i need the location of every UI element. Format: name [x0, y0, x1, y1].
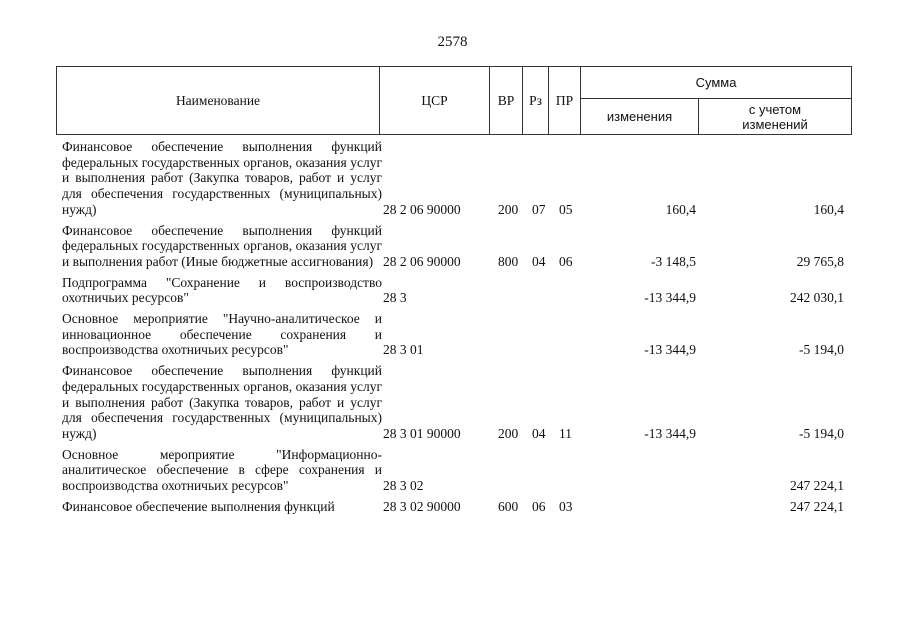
- row-rz: 04: [532, 253, 546, 269]
- row-pr: 11: [559, 425, 572, 441]
- header-sum: Сумма: [581, 67, 852, 99]
- row-name: Финансовое обеспечение выполнения функций федеральных государственных органов, оказания услуг и выполнения работ (Закупка товаров, работ и услуг для обеспечения государственных (муниципальных) нужд): [62, 139, 382, 217]
- row-csr: 28 3 01 90000: [383, 425, 461, 441]
- header-name: Наименование: [57, 67, 380, 135]
- header-pr: ПР: [549, 67, 581, 135]
- row-rz: 07: [532, 201, 546, 217]
- row-csr: 28 3: [383, 290, 407, 306]
- page-number: 2578: [437, 34, 468, 50]
- table-row: [56, 447, 851, 494]
- row-pr: 05: [559, 201, 573, 217]
- row-total: 160,4: [813, 201, 844, 217]
- row-csr: 28 3 01: [383, 342, 424, 358]
- row-change: -13 344,9: [644, 425, 696, 441]
- row-total: 29 765,8: [796, 253, 844, 269]
- row-change: -13 344,9: [644, 290, 696, 306]
- header-total-line1: с учетом: [748, 101, 802, 117]
- row-vr: 200: [498, 201, 519, 217]
- row-change: -3 148,5: [651, 253, 696, 269]
- row-pr: 06: [559, 253, 573, 269]
- row-csr: 28 2 06 90000: [383, 253, 461, 269]
- row-csr: 28 3 02 90000: [383, 498, 461, 514]
- header-total-line2: изменений: [742, 116, 808, 132]
- row-vr: 200: [498, 425, 519, 441]
- table-row: [56, 363, 851, 442]
- row-change: 160,4: [665, 201, 696, 217]
- row-change: -13 344,9: [644, 342, 696, 358]
- table-row: [56, 499, 851, 515]
- row-rz: 04: [532, 425, 546, 441]
- row-total: 242 030,1: [790, 290, 844, 306]
- row-name: Основное мероприятие "Научно-аналитическое и инновационное обеспечение сохранения и воспроизводства охотничьих ресурсов": [62, 311, 382, 358]
- header-csr: ЦСР: [380, 67, 490, 135]
- row-total: 247 224,1: [790, 498, 844, 514]
- header-rz: Рз: [523, 67, 549, 135]
- row-name: Финансовое обеспечение выполнения функций федеральных государственных органов, оказания услуг и выполнения работ (Закупка товаров, работ и услуг для обеспечения государственных (муниципальных) нужд): [62, 363, 382, 441]
- header-change: изменения: [581, 99, 699, 135]
- row-name: Финансовое обеспечение выполнения функций: [62, 498, 335, 514]
- row-name: Основное мероприятие "Информационно-аналитическое обеспечение в сфере сохранения и воспроизводства охотничьих ресурсов": [62, 446, 382, 494]
- row-csr: 28 3 02: [383, 478, 424, 494]
- row-total: 247 224,1: [790, 478, 844, 494]
- row-total: -5 194,0: [799, 425, 844, 441]
- row-rz: 06: [532, 498, 546, 514]
- row-total: -5 194,0: [799, 342, 844, 358]
- row-vr: 800: [498, 253, 519, 269]
- table-header: [56, 66, 852, 135]
- header-vr: ВР: [490, 67, 523, 135]
- row-name: Финансовое обеспечение выполнения функций федеральных государственных органов, оказания услуг и выполнения работ (Иные бюджетные ассигнования): [62, 222, 382, 269]
- row-pr: 03: [559, 498, 573, 514]
- table-row: [56, 223, 851, 270]
- row-vr: 600: [498, 498, 519, 514]
- row-csr: 28 2 06 90000: [383, 201, 461, 217]
- header-total: [699, 99, 852, 135]
- table-row: [56, 139, 851, 218]
- table-row: [56, 311, 851, 358]
- row-name: Подпрограмма "Сохранение и воспроизводство охотничьих ресурсов": [62, 274, 382, 306]
- table-row: [56, 275, 851, 306]
- table-body: [56, 134, 851, 514]
